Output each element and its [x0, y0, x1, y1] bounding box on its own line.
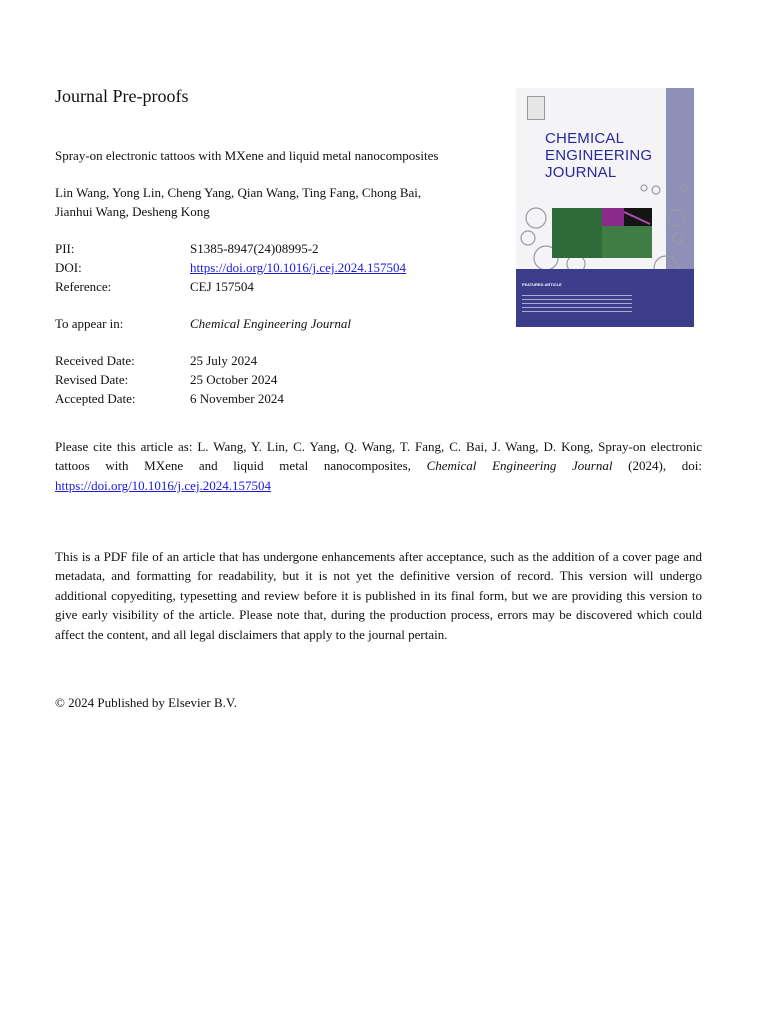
- author-list: [55, 183, 485, 221]
- cover-feature-text-lines: [522, 295, 632, 313]
- citation-journal: Chemical Engineering Journal: [426, 458, 613, 474]
- reference-label: Reference:: [55, 279, 112, 294]
- journal-cover-image: [516, 88, 694, 327]
- received-date-value: 25 July 2024: [190, 353, 258, 368]
- cover-journal-title: [545, 130, 665, 181]
- doi-label: DOI:: [55, 260, 82, 275]
- citation-paragraph: [55, 437, 702, 495]
- cover-title-line-3: JOURNAL: [545, 164, 617, 181]
- article-title: Spray-on electronic tattoos with MXene and liquid metal nanocomposites: [55, 148, 439, 163]
- journal-preproofs-heading: Journal Pre-proofs: [55, 86, 189, 106]
- cover-title-line-1: CHEMICAL: [545, 130, 625, 147]
- revised-date-value: 25 October 2024: [190, 372, 278, 387]
- author-line-2: Jianhui Wang, Desheng Kong: [55, 204, 210, 219]
- received-date-label: Received Date:: [55, 353, 135, 368]
- doi-link[interactable]: https://doi.org/10.1016/j.cej.2024.157504: [190, 260, 407, 275]
- preproof-notice: This is a PDF file of an article that has undergone enhancements after acceptance, such as the addition of a cover page and metadata, and formatting for readability, but it is not yet the definitive version of record. This version will undergo additional copyediting, typesetting and review before it is published in its final form, but we are providing this version to give early visibility of the article. Please note that, during the production process, errors may be discovered which could affect the content, and all legal disclaimers that apply to the journal pertain.: [55, 549, 702, 642]
- appear-in-journal: Chemical Engineering Journal: [190, 316, 352, 331]
- copyright-line: © 2024 Published by Elsevier B.V.: [55, 695, 237, 710]
- cover-bubbles-artwork: [516, 88, 694, 327]
- cover-featured-article-label: FEATURED ARTICLE: [522, 282, 562, 287]
- citation-doi-link[interactable]: https://doi.org/10.1016/j.cej.2024.157504: [55, 477, 272, 493]
- accepted-date-value: 6 November 2024: [190, 391, 284, 406]
- appear-in-label: To appear in:: [55, 316, 124, 331]
- accepted-date-label: Accepted Date:: [55, 391, 136, 406]
- revised-date-label: Revised Date:: [55, 372, 129, 387]
- pii-label: PII:: [55, 241, 75, 256]
- reference-value: CEJ 157504: [190, 279, 254, 294]
- author-line-1: Lin Wang, Yong Lin, Cheng Yang, Qian Wang, Ting Fang, Chong Bai,: [55, 185, 422, 200]
- cover-title-line-2: ENGINEERING: [545, 147, 653, 164]
- pii-value: S1385-8947(24)08995-2: [190, 241, 319, 256]
- citation-suffix: (2024), doi:: [612, 458, 702, 474]
- citation-prefix: Please cite this article as: L. Wang, Y. Lin, C. Yang, Q. Wang, T. Fang, C. Bai, J. Wang, D. Kong, Spray-on electronic tattoos with MXene and liquid metal nanocomposites,: [55, 439, 702, 474]
- elsevier-logo-icon: [527, 96, 545, 120]
